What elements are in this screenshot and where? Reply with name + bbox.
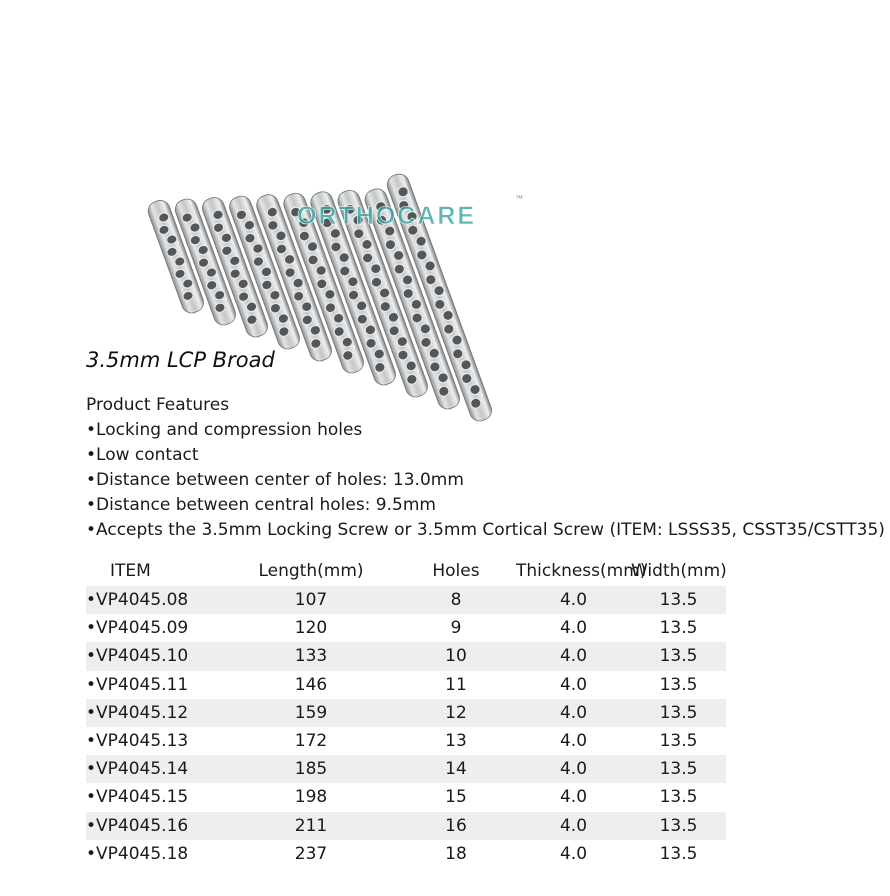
table-row xyxy=(86,840,726,868)
cell-holes: 13 xyxy=(445,731,467,752)
cell-width: 13.5 xyxy=(659,702,698,723)
cell-item: • VP4045.11 xyxy=(86,675,226,695)
cell-thickness: 4.0 xyxy=(559,702,588,723)
cell-length: 107 xyxy=(294,590,328,611)
cell-thickness: 4.0 xyxy=(559,674,588,695)
features-heading: Product Features xyxy=(86,395,230,415)
cell-thickness: 4.0 xyxy=(559,843,588,864)
cell-thickness: 4.0 xyxy=(559,590,588,611)
header-item: ITEM xyxy=(110,561,151,581)
cell-item: • VP4045.10 xyxy=(86,646,226,666)
cell-holes: 8 xyxy=(450,590,462,611)
cell-width: 13.5 xyxy=(659,590,698,611)
cell-item: • VP4045.13 xyxy=(86,731,226,751)
cell-length: 133 xyxy=(294,646,328,667)
cell-holes: 9 xyxy=(450,618,462,639)
cell-item: • VP4045.15 xyxy=(86,787,226,807)
table-row xyxy=(86,614,726,642)
cell-length: 198 xyxy=(294,787,328,808)
cell-length: 146 xyxy=(294,674,328,695)
cell-width: 13.5 xyxy=(659,815,698,836)
feature-item: • Locking and compression holes xyxy=(86,418,885,443)
cell-thickness: 4.0 xyxy=(559,815,588,836)
cell-thickness: 4.0 xyxy=(559,787,588,808)
table-row xyxy=(86,671,726,699)
feature-item: • Distance between central holes: 9.5mm xyxy=(86,493,885,518)
product-features xyxy=(86,393,885,543)
cell-holes: 16 xyxy=(445,815,467,836)
cell-length: 237 xyxy=(294,843,328,864)
cell-length: 211 xyxy=(294,815,328,836)
cell-thickness: 4.0 xyxy=(559,646,588,667)
cell-holes: 12 xyxy=(445,702,467,723)
cell-holes: 11 xyxy=(445,674,467,695)
table-row xyxy=(86,642,726,670)
cell-holes: 15 xyxy=(445,787,467,808)
cell-width: 13.5 xyxy=(659,646,698,667)
cell-thickness: 4.0 xyxy=(559,731,588,752)
cell-width: 13.5 xyxy=(659,674,698,695)
cell-width: 13.5 xyxy=(659,618,698,639)
table-row xyxy=(86,755,726,783)
cell-length: 172 xyxy=(294,731,328,752)
feature-item: • Accepts the 3.5mm Locking Screw or 3.5mm Cortical Screw (ITEM: LSSS35, CSST35/CSTT35) xyxy=(86,518,885,543)
spec-table xyxy=(86,556,726,868)
cell-length: 120 xyxy=(294,618,328,639)
cell-thickness: 4.0 xyxy=(559,759,588,780)
cell-holes: 10 xyxy=(445,646,467,667)
cell-width: 13.5 xyxy=(659,787,698,808)
feature-item: • Distance between center of holes: 13.0mm xyxy=(86,468,885,493)
cell-item: • VP4045.08 xyxy=(86,590,226,610)
table-row xyxy=(86,699,726,727)
cell-width: 13.5 xyxy=(659,843,698,864)
header-length: Length(mm) xyxy=(258,561,364,581)
cell-item: • VP4045.18 xyxy=(86,844,226,864)
cell-item: • VP4045.12 xyxy=(86,703,226,723)
header-holes: Holes xyxy=(432,561,480,581)
cell-holes: 18 xyxy=(445,843,467,864)
trademark-symbol: ™ xyxy=(515,194,523,203)
cell-item: • VP4045.16 xyxy=(86,816,226,836)
brand-logo-text: ORTHOCARE xyxy=(297,202,477,230)
cell-holes: 14 xyxy=(445,759,467,780)
table-row xyxy=(86,812,726,840)
header-width: Width(mm) xyxy=(631,561,727,581)
cell-item: • VP4045.09 xyxy=(86,618,226,638)
feature-item: • Low contact xyxy=(86,443,885,468)
table-row xyxy=(86,783,726,811)
cell-length: 185 xyxy=(294,759,328,780)
table-body xyxy=(86,586,726,868)
table-row xyxy=(86,586,726,614)
cell-length: 159 xyxy=(294,702,328,723)
product-title: 3.5mm LCP Broad xyxy=(86,348,275,372)
header-thickness: Thickness(mm) xyxy=(516,561,647,581)
cell-thickness: 4.0 xyxy=(559,618,588,639)
cell-item: • VP4045.14 xyxy=(86,759,226,779)
product-photo xyxy=(0,0,890,440)
table-row xyxy=(86,727,726,755)
cell-width: 13.5 xyxy=(659,731,698,752)
cell-width: 13.5 xyxy=(659,759,698,780)
table-header xyxy=(86,556,726,586)
